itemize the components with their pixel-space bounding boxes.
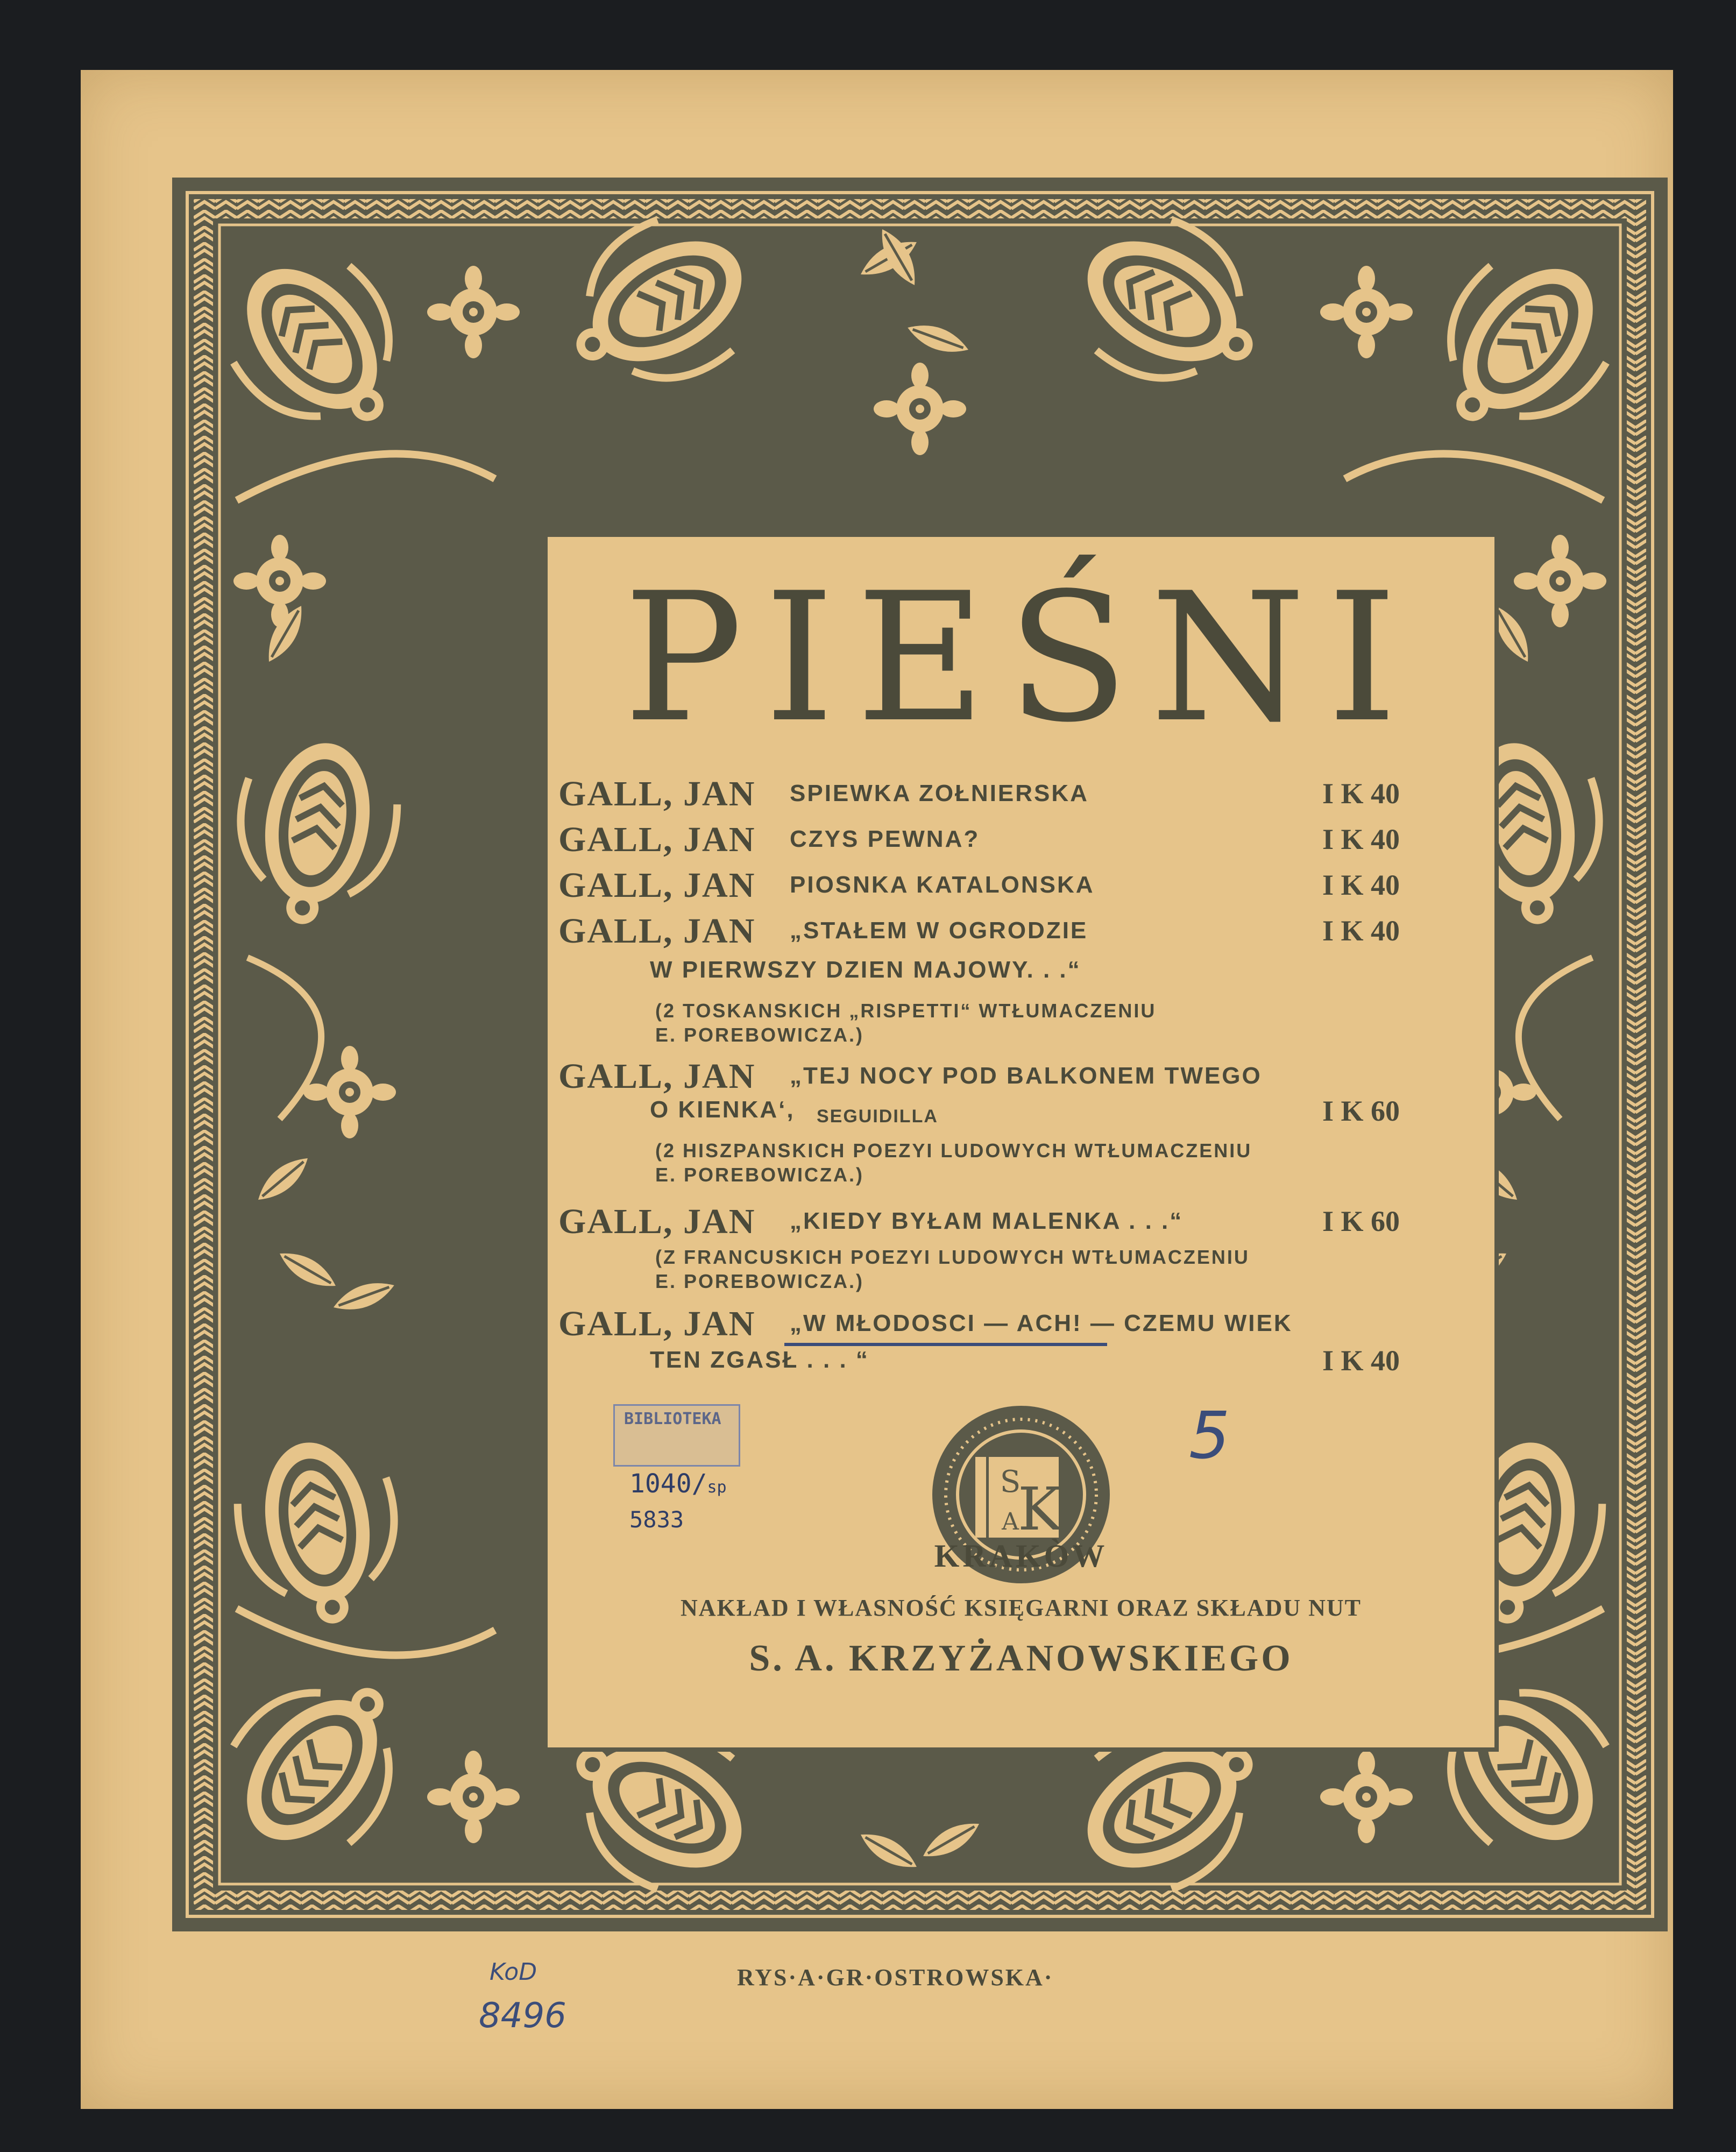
note-6b: E. POREBOWICZA.) [655, 1270, 864, 1292]
composer-5: GALL, JAN [558, 1057, 756, 1096]
song-3: PIOSNKA KATALONSKA [790, 872, 1095, 898]
stamp-shelfmark [629, 1469, 727, 1499]
ornamental-border [172, 178, 1668, 1931]
note-6a: (Z FRANCUSKICH POEZYI LUDOWYCH WTŁUMACZENIU [655, 1246, 1250, 1268]
library-stamp [613, 1404, 737, 1539]
composer-2: GALL, JAN [558, 820, 756, 859]
price-3: I K 40 [1322, 869, 1400, 901]
price-7: I K 40 [1322, 1344, 1400, 1377]
price-4: I K 40 [1322, 915, 1400, 947]
handwritten-kod: KoD [490, 1958, 537, 1986]
song-5-form: SEGUIDILLA [817, 1106, 938, 1127]
song-7: „W MŁODOSCI — ACH! — CZEMU WIEK [790, 1310, 1293, 1336]
song-5-cont: O KIENKA‘, [650, 1096, 795, 1123]
cover-sheet [81, 70, 1673, 2109]
song-2: CZYS PEWNA? [790, 826, 980, 852]
stamp-shelfmark-number: 1040/ [629, 1469, 707, 1499]
seal-letter-a: A [1002, 1508, 1019, 1535]
composer-3: GALL, JAN [558, 866, 756, 905]
song-5: „TEJ NOCY POD BALKONEM TWEGO [790, 1063, 1262, 1089]
title-panel [543, 533, 1499, 1752]
composer-1: GALL, JAN [558, 774, 756, 813]
composer-6: GALL, JAN [558, 1202, 756, 1241]
note-4a: (2 TOSKANSKICH „RISPETTI“ WTŁUMACZENIU [655, 1000, 1157, 1022]
publication-city: KRAKÒW [934, 1538, 1108, 1574]
pen-underline [784, 1343, 1107, 1346]
handwritten-number: 5 [1189, 1399, 1230, 1474]
price-6: I K 60 [1322, 1205, 1400, 1237]
handwritten-kod-number: 8496 [479, 1996, 566, 2036]
price-1: I K 40 [1322, 777, 1400, 810]
price-5: I K 60 [1322, 1095, 1400, 1127]
stamp-number: 5833 [629, 1506, 684, 1533]
note-5b: E. POREBOWICZA.) [655, 1164, 864, 1186]
composer-7: GALL, JAN [558, 1304, 756, 1343]
song-4: „STAŁEM W OGRODZIE [790, 917, 1088, 944]
seal-letter-s: S [1000, 1464, 1021, 1499]
illustrator-credit: RYS·A·GR·OSTROWSKA· [737, 1964, 1054, 1991]
song-4-cont: W PIERWSZY DZIEN MAJOWY. . .“ [650, 957, 1081, 983]
stamp-library: BIBLIOTEKA [624, 1410, 721, 1428]
stamp-shelfmark-suffix: sp [707, 1478, 727, 1497]
publisher-name: S. A. KRZYŻANOWSKIEGO [749, 1638, 1293, 1679]
note-5a: (2 HISZPANSKICH POEZYI LUDOWYCH WTŁUMACZENIU [655, 1139, 1252, 1162]
page-title: PIEŚNI [623, 555, 1419, 761]
note-4b: E. POREBOWICZA.) [655, 1024, 864, 1046]
composer-4: GALL, JAN [558, 911, 756, 951]
song-1: SPIEWKA ZOŁNIERSKA [790, 780, 1089, 806]
song-7-cont: TEN ZGASŁ . . . “ [650, 1347, 869, 1373]
publisher-line: NAKŁAD I WŁASNOŚĆ KSIĘGARNI ORAZ SKŁADU NUT [680, 1595, 1362, 1621]
price-2: I K 40 [1322, 823, 1400, 855]
song-6: „KIEDY BYŁAM MALENKA . . .“ [790, 1208, 1184, 1234]
seal-letter-k: K [1017, 1475, 1062, 1544]
